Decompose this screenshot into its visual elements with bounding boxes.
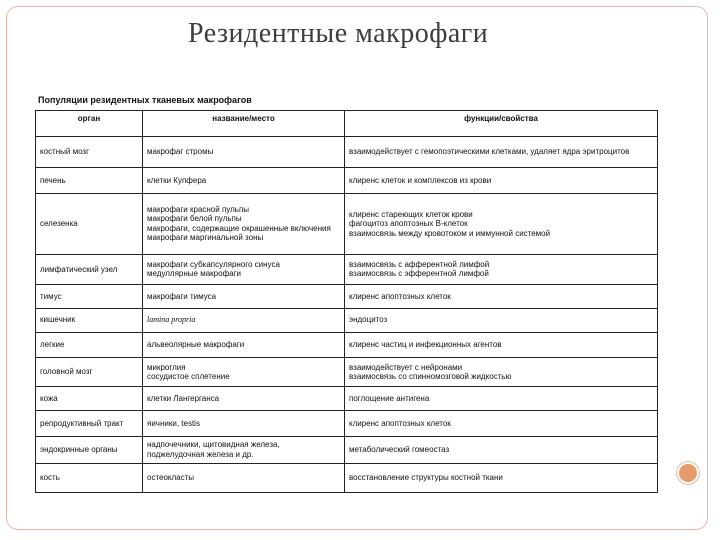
cell-name-location bbox=[143, 285, 345, 308]
cell-organ: кишечник bbox=[36, 308, 143, 332]
name-line: микроглия bbox=[147, 362, 186, 372]
header-functions: функции/свойства bbox=[345, 111, 658, 137]
cell-organ: кожа bbox=[36, 386, 143, 410]
name-line: яичники, testis bbox=[147, 418, 200, 428]
name-line: надпочечники, щитовидная железа, bbox=[147, 440, 280, 450]
cell-organ: печень bbox=[36, 167, 143, 193]
name-line: макрофаги белой пульпы bbox=[147, 214, 242, 224]
cell-organ: лимфатический узел bbox=[36, 254, 143, 285]
table-row bbox=[36, 332, 658, 357]
cell-name-location bbox=[143, 194, 345, 254]
table-row bbox=[36, 285, 658, 308]
table-row bbox=[36, 436, 658, 464]
name-line: альвеолярные макрофаги bbox=[147, 340, 245, 350]
cell-name-location bbox=[143, 411, 345, 436]
name-line: клетки Купфера bbox=[147, 175, 207, 185]
table-row bbox=[36, 358, 658, 387]
name-line: макрофаги маргинальной зоны bbox=[147, 233, 264, 243]
cell-organ: эндокринные органы bbox=[36, 436, 143, 464]
cell-name-location bbox=[143, 436, 345, 464]
cell-organ: тимус bbox=[36, 285, 143, 308]
function-line: эндоцитоз bbox=[349, 315, 388, 325]
cell-functions bbox=[345, 358, 658, 387]
function-line: клиренс апоптозных клеток bbox=[349, 291, 451, 301]
cell-organ: костный мозг bbox=[36, 137, 143, 168]
cell-organ: головной мозг bbox=[36, 358, 143, 387]
cell-name-location bbox=[143, 358, 345, 387]
cell-functions bbox=[345, 167, 658, 193]
function-line: клиренс клеток и комплексов из крови bbox=[349, 175, 492, 185]
table-caption: Популяции резидентных тканевых макрофагов bbox=[38, 95, 252, 105]
cell-name-location bbox=[143, 332, 345, 357]
header-organ: орган bbox=[36, 111, 143, 137]
table-row bbox=[36, 308, 658, 332]
cell-functions bbox=[345, 137, 658, 168]
function-line: взаимодействует с гемопоэтическими клетками, удаляет ядра эритроцитов bbox=[349, 147, 630, 157]
table-row bbox=[36, 137, 658, 168]
cell-functions bbox=[345, 386, 658, 410]
cell-functions bbox=[345, 194, 658, 254]
cell-functions bbox=[345, 464, 658, 493]
name-line: lamina propria bbox=[147, 315, 196, 325]
cell-functions bbox=[345, 254, 658, 285]
cell-organ: кость bbox=[36, 464, 143, 493]
name-line: клетки Лангерганса bbox=[147, 393, 220, 403]
function-line: восстановление структуры костной ткани bbox=[349, 473, 503, 483]
name-line: сосудистое сплетение bbox=[147, 372, 230, 382]
name-line: макрофаги, содержащие окрашенные включения bbox=[147, 223, 331, 233]
table-row bbox=[36, 254, 658, 285]
function-line: взаимосвязь между кровотоком и иммунной системой bbox=[349, 228, 551, 238]
cell-name-location bbox=[143, 308, 345, 332]
name-line: медуллярные макрофаги bbox=[147, 269, 241, 279]
cell-name-location bbox=[143, 386, 345, 410]
name-line: макрофаги субкапсулярного синуса bbox=[147, 259, 280, 269]
table-body bbox=[36, 137, 658, 493]
cell-name-location bbox=[143, 464, 345, 493]
cell-organ: репродуктивный тракт bbox=[36, 411, 143, 436]
cell-functions bbox=[345, 308, 658, 332]
function-line: взаимосвязь с эфферентной лимфой bbox=[349, 269, 489, 279]
function-line: взаимосвязь со спинномозговой жидкостью bbox=[349, 372, 512, 382]
cell-organ: селезенка bbox=[36, 194, 143, 254]
table-row bbox=[36, 386, 658, 410]
slide-accent-dot bbox=[677, 462, 699, 484]
macrophage-table bbox=[35, 110, 658, 493]
cell-functions bbox=[345, 332, 658, 357]
cell-organ: легкие bbox=[36, 332, 143, 357]
function-line: поглощение антигена bbox=[349, 393, 430, 403]
function-line: фагоцитоз апоптозных B-клеток bbox=[349, 219, 468, 229]
cell-name-location bbox=[143, 137, 345, 168]
name-line: макрофаги красной пульпы bbox=[147, 204, 250, 214]
function-line: клиренс стареющих клеток крови bbox=[349, 209, 473, 219]
cell-functions bbox=[345, 436, 658, 464]
name-line: остеокласты bbox=[147, 473, 195, 483]
name-line: макрофаг стромы bbox=[147, 147, 214, 157]
slide-title: Резидентные макрофаги bbox=[188, 18, 489, 49]
table-row bbox=[36, 167, 658, 193]
table-row bbox=[36, 464, 658, 493]
function-line: клиренс апоптозных клеток bbox=[349, 418, 451, 428]
function-line: взаимодействует с нейронами bbox=[349, 362, 463, 372]
name-line: макрофаги тимуса bbox=[147, 291, 217, 301]
cell-functions bbox=[345, 285, 658, 308]
function-line: взаимосвязь с афферентной лимфой bbox=[349, 259, 490, 269]
table-row bbox=[36, 194, 658, 254]
table-header-row bbox=[36, 111, 658, 137]
table-row bbox=[36, 411, 658, 436]
cell-functions bbox=[345, 411, 658, 436]
cell-name-location bbox=[143, 254, 345, 285]
header-name-location: название/место bbox=[143, 111, 345, 137]
function-line: метаболический гомеостаз bbox=[349, 445, 450, 455]
function-line: клиренс частиц и инфекционных агентов bbox=[349, 340, 502, 350]
name-line: поджелудочная железа и др. bbox=[147, 450, 254, 460]
cell-name-location bbox=[143, 167, 345, 193]
